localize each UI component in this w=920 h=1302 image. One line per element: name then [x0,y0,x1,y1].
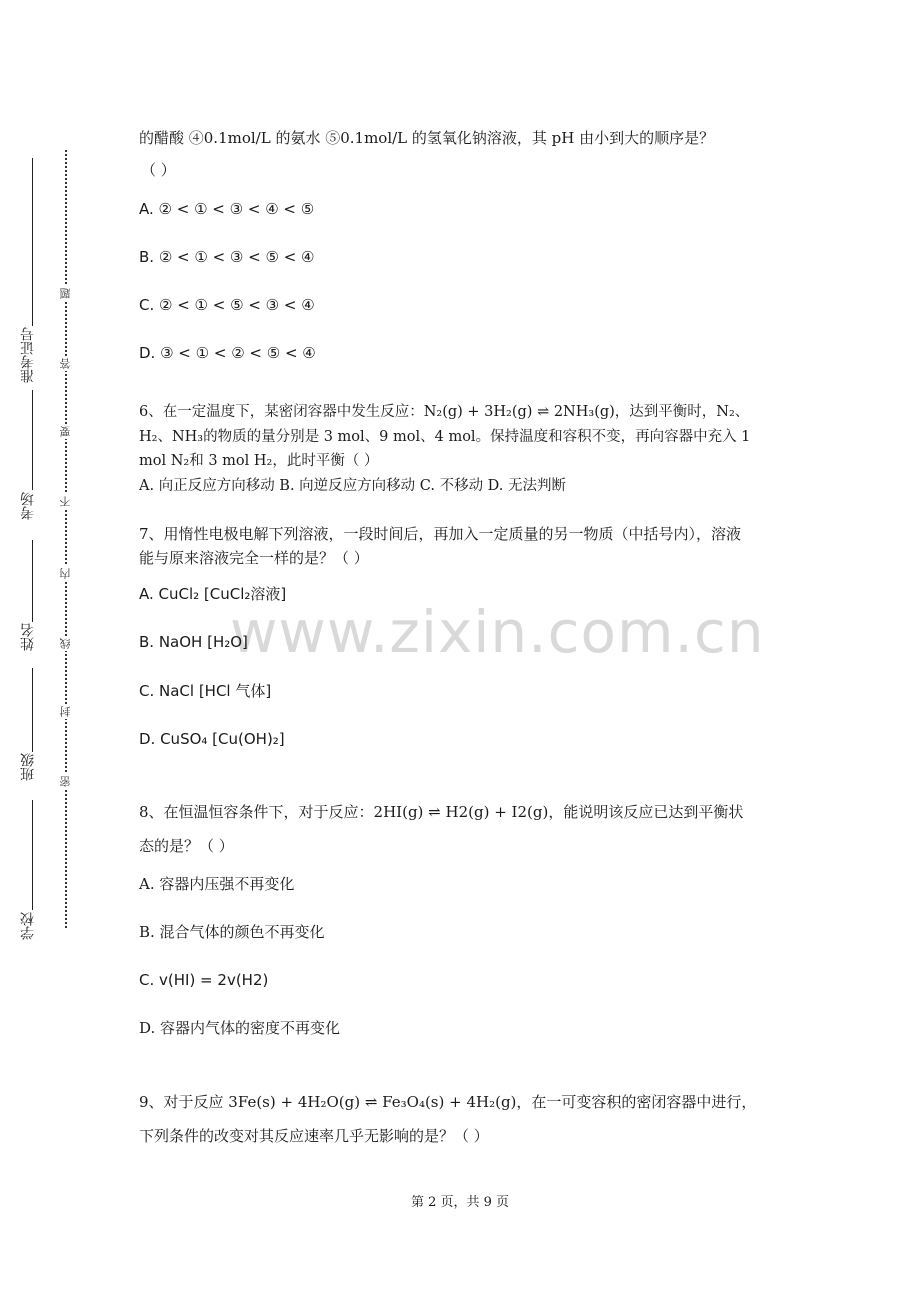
class-line [32,668,33,752]
option-c: C. v(HI) = 2v(H2) [139,971,269,989]
seal-char-8: 密 [59,776,72,787]
option-b: B. 混合气体的颜色不再变化 [139,923,325,941]
seal-dotted-line [65,150,67,928]
option-b: B. NaOH [H₂O] [139,633,248,651]
answer-bracket: （ ） [141,161,176,179]
question-text-line-3: mol N₂和 3 mol H₂，此时平衡（ ） [139,453,379,469]
option-c: C. ② < ① < ⑤ < ③ < ④ [139,296,315,314]
question-text: 7、用惰性电极电解下列溶液，一段时间后，再加入一定质量的另一物质（中括号内），溶液 [139,525,742,543]
page-footer: 第 2 页，共 9 页 [410,1195,510,1210]
class-label: 班级 [20,753,36,781]
name-label: 姓名 [20,623,36,651]
seal-char-7: 封 [59,706,72,717]
seal-char-3: 要 [59,426,72,437]
question-text-line-2: 态的是？（ ） [139,837,234,855]
seal-char-4: 不 [59,496,72,507]
question-text: 的醋酸 ④0.1mol/L 的氨水 ⑤0.1mol/L 的氢氧化钠溶液，其 pH 由小到大的顺序是？ [139,129,715,147]
school-label: 学校 [20,912,36,940]
school-line [32,800,33,910]
question-text-line-2: 能与原来溶液完全一样的是？（ ） [139,549,369,567]
name-line [32,540,33,622]
seal-char-5: 内 [59,568,72,579]
option-d: D. 容器内气体的密度不再变化 [139,1019,341,1037]
exam-room-line [32,390,33,490]
seal-char-6: 线 [59,638,72,649]
option-a: A. 容器内压强不再变化 [139,875,295,893]
options-inline: A. 向正反应方向移动 B. 向逆反应方向移动 C. 不移动 D. 无法判断 [139,478,567,494]
option-a: A. ② < ① < ③ < ④ < ⑤ [139,200,315,218]
seal-char-2: 答 [59,358,72,369]
option-d: D. ③ < ① < ② < ⑤ < ④ [139,344,316,362]
exam-number-line [32,158,33,326]
option-a: A. CuCl₂ [CuCl₂溶液] [139,585,287,603]
question-text-line-2: H₂、NH₃的物质的量分别是 3 mol、9 mol、4 mol。保持温度和容积不变，再向容器中充入 1 [139,429,751,445]
question-text-line-2: 下列条件的改变对其反应速率几乎无影响的是？（ ） [139,1127,489,1145]
question-text: 8、在恒温恒容条件下，对于反应：2HI(g) ⇌ H2(g) + I2(g)，能说明该反应已达到平衡状 [139,803,744,821]
option-b: B. ② < ① < ③ < ⑤ < ④ [139,248,315,266]
watermark: www.zixin.com.cn [230,598,765,666]
option-c: C. NaCl [HCl 气体] [139,682,272,700]
exam-room-label: 考场 [20,492,36,520]
question-text: 6、在一定温度下，某密闭容器中发生反应：N₂(g) + 3H₂(g) ⇌ 2NH₃(g)，达到平衡时，N₂、 [139,404,750,420]
question-text: 9、对于反应 3Fe(s) + 4H₂O(g) ⇌ Fe₃O₄(s) + 4H₂(g)，在一可变容积的密闭容器中进行， [139,1093,757,1111]
option-d: D. CuSO₄ [Cu(OH)₂] [139,730,285,748]
seal-char-1: 题 [59,288,72,299]
exam-number-label: 准考证号 [20,327,36,383]
